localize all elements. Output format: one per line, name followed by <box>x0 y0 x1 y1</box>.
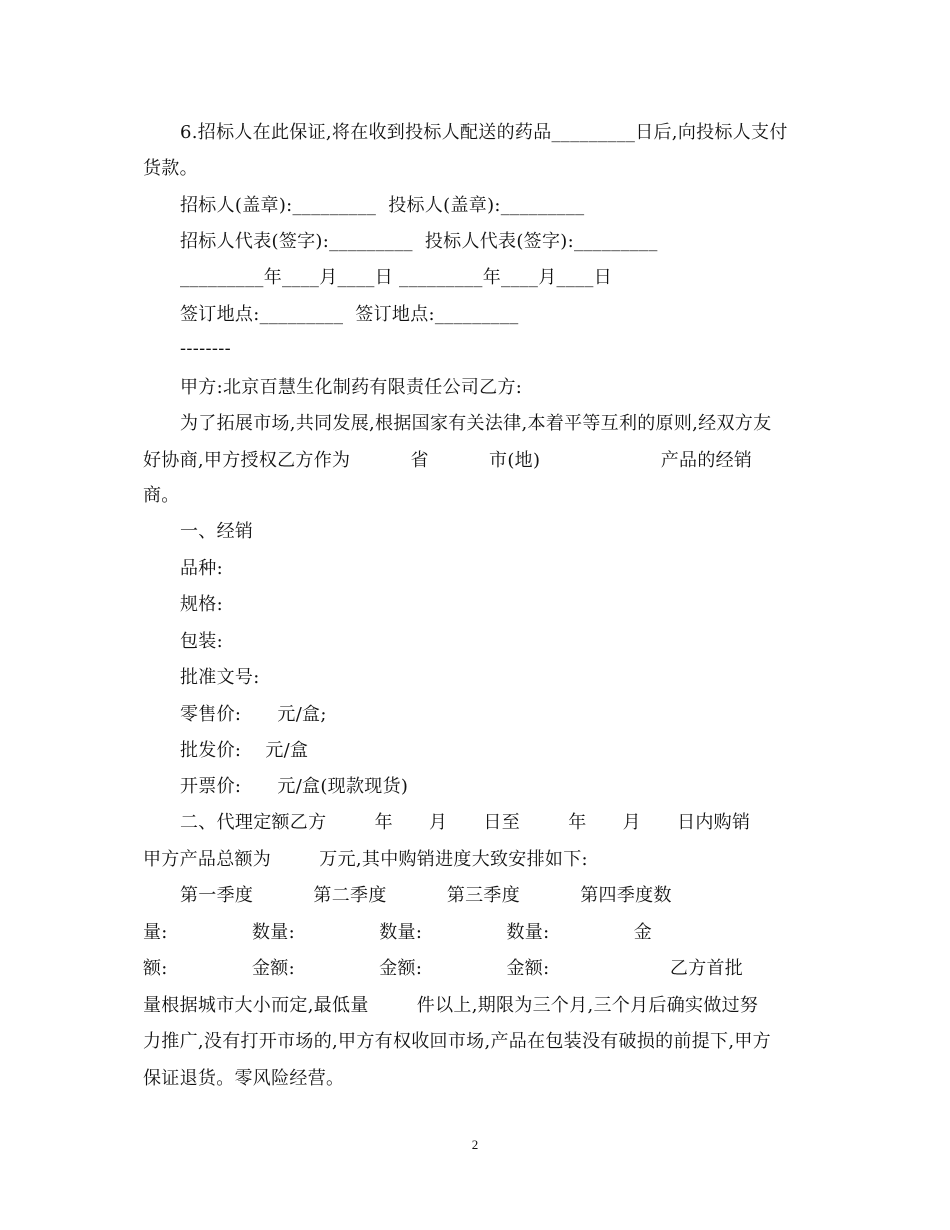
intro-line-3: 商。 <box>143 485 180 506</box>
retail-price-line: 零售价: 元/盒; <box>180 704 327 725</box>
first-batch-line-3: 保证退货。零风险经营。 <box>143 1068 345 1089</box>
date-line: _________年____月____日 _________年____月____日 <box>180 267 613 288</box>
wholesale-price-line: 批发价: 元/盒 <box>180 740 309 761</box>
signature-line: 招标人代表(签字):_________ 投标人代表(签字):_________ <box>180 231 658 252</box>
seal-line: 招标人(盖章):_________ 投标人(盖章):_________ <box>180 195 585 216</box>
section-2-line-2: 甲方产品总额为 万元,其中购销进度大致安排如下: <box>143 849 588 870</box>
spec-line: 规格: <box>180 594 223 615</box>
variety-line: 品种: <box>180 558 223 579</box>
clause-6-line-1: 6.招标人在此保证,将在收到投标人配送的药品_________日后,向投标人支付 <box>180 122 788 143</box>
approval-number-line: 批准文号: <box>180 667 260 688</box>
amount-line: 额: 金额: 金额: 金额: 乙方首批 <box>143 958 744 979</box>
section-2-line-1: 二、代理定额乙方 年 月 日至 年 月 日内购销 <box>180 812 751 833</box>
quantity-line: 量: 数量: 数量: 数量: 金 <box>143 922 653 943</box>
section-1-heading: 一、经销 <box>180 521 254 542</box>
first-batch-line-1: 量根据城市大小而定,最低量 件以上,期限为三个月,三个月后确实做过努 <box>143 995 759 1016</box>
first-batch-line-2: 力推广,没有打开市场的,甲方有权收回市场,产品在包装没有破损的前提下,甲方 <box>143 1031 771 1052</box>
signing-place-line: 签订地点:_________ 签订地点:_________ <box>180 304 519 325</box>
clause-6-line-2: 货款。 <box>143 158 198 179</box>
intro-line-2: 好协商,甲方授权乙方作为 省 市(地) 产品的经销 <box>143 450 753 471</box>
invoice-price-line: 开票价: 元/盒(现款现货) <box>180 776 409 797</box>
page-number: 2 <box>471 1137 479 1152</box>
party-a-line: 甲方:北京百慧生化制药有限责任公司乙方: <box>180 377 523 398</box>
quarter-header-line: 第一季度 第二季度 第三季度 第四季度数 <box>180 885 672 906</box>
packaging-line: 包装: <box>180 631 223 652</box>
separator-line: -------- <box>180 338 232 359</box>
intro-line-1: 为了拓展市场,共同发展,根据国家有关法律,本着平等互利的原则,经双方友 <box>180 413 772 434</box>
